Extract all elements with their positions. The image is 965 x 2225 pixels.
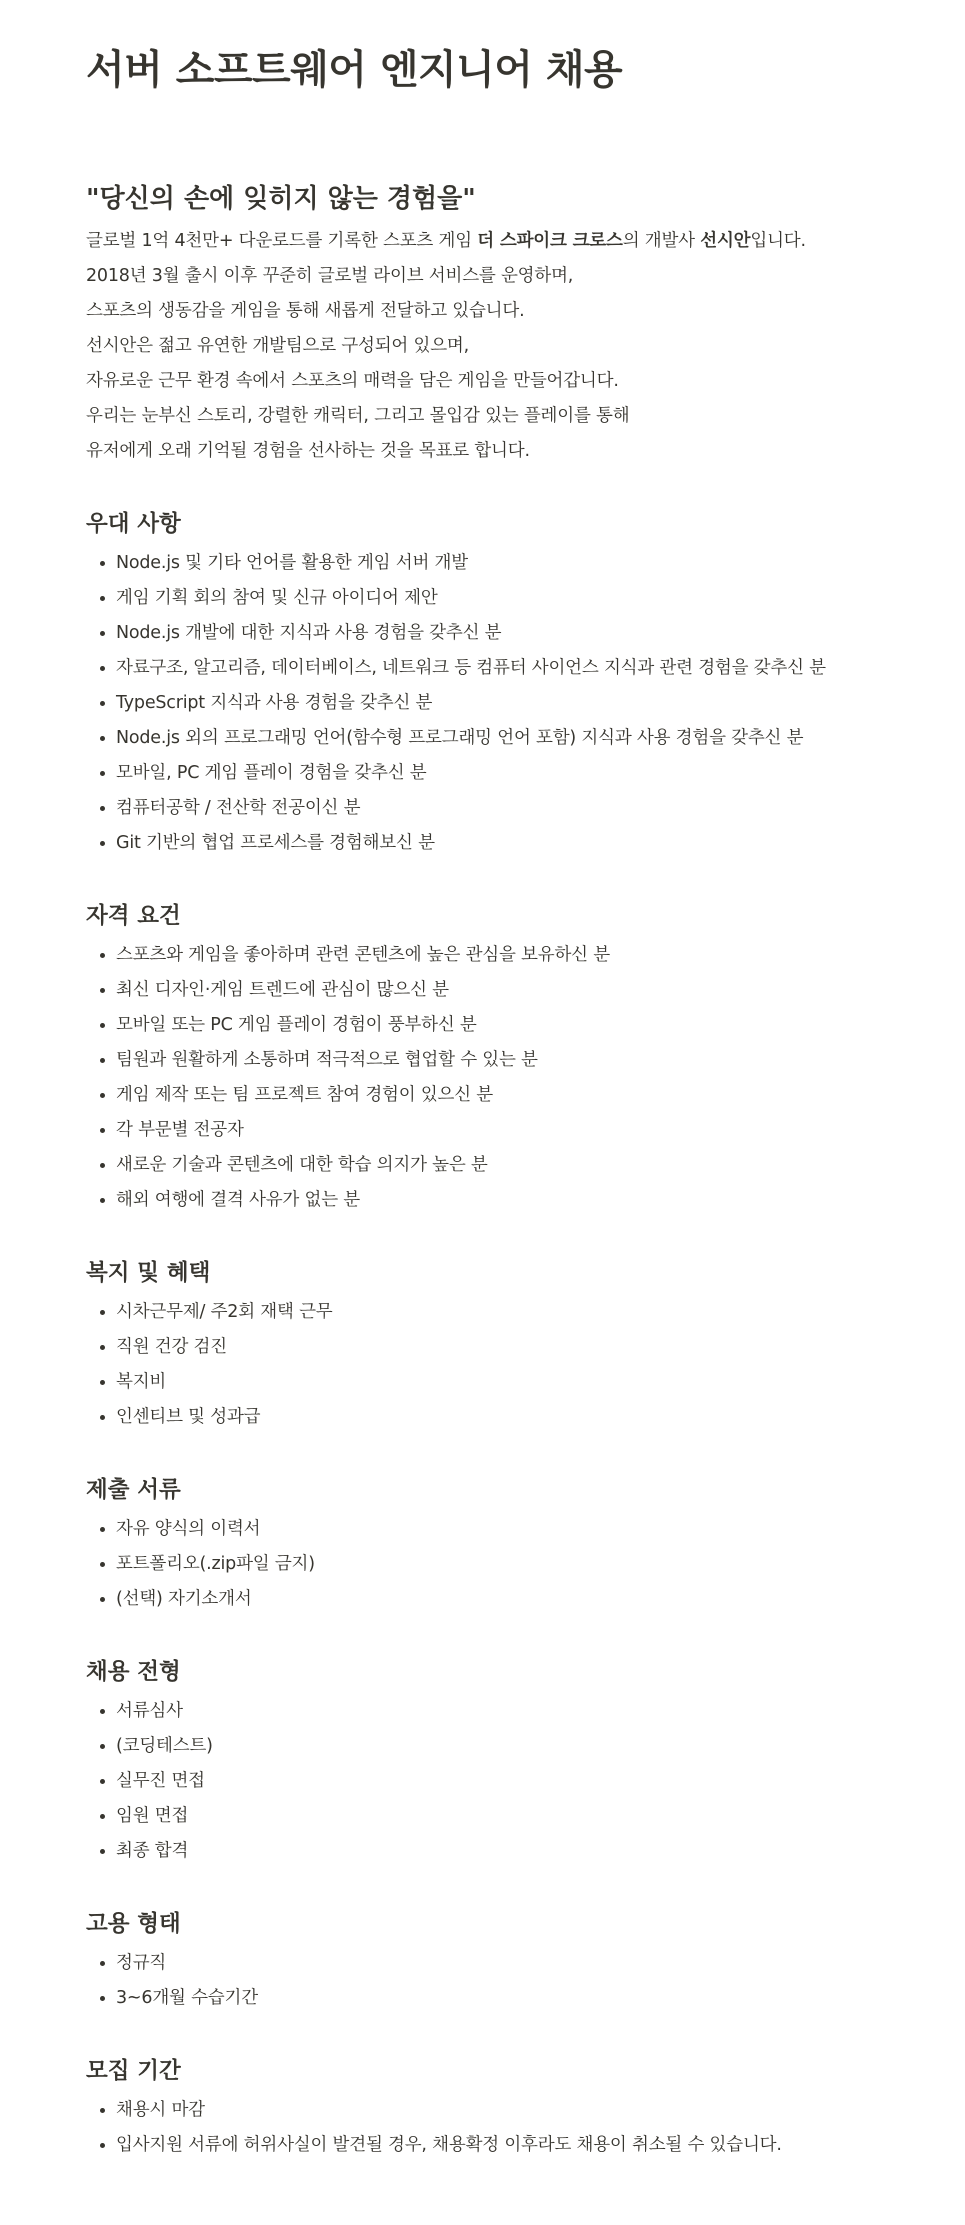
section-documents: [86, 1472, 879, 1617]
bullet-icon: [100, 1961, 105, 1966]
list-item-text: 해외 여행에 결격 사유가 없는 분: [116, 1190, 360, 1210]
bullet-icon: [100, 2143, 105, 2148]
intro-text: 글로벌 1억 4천만+ 다운로드를 기록한 스포츠 게임: [86, 231, 478, 251]
list-item: [86, 2128, 879, 2163]
list-item: [86, 1694, 879, 1729]
list-item-text: 3~6개월 수습기간: [116, 1988, 258, 2008]
list-item: [86, 756, 879, 791]
section-title: 복지 및 혜택: [86, 1260, 211, 1286]
bullet-icon: [100, 1198, 105, 1203]
bullet-icon: [100, 596, 105, 601]
bullet-icon: [100, 736, 105, 741]
list-item-text: (코딩테스트): [116, 1736, 213, 1756]
list-item-text: 복지비: [116, 1372, 167, 1392]
list-item: [86, 1729, 879, 1764]
list-item: [86, 2093, 879, 2128]
section-title: 우대 사항: [86, 511, 181, 537]
list-item-text: 최신 디자인·게임 트렌드에 관심이 많으신 분: [116, 980, 449, 1000]
intro-line: 유저에게 오래 기억될 경험을 선사하는 것을 목표로 합니다.: [86, 441, 530, 461]
section-process: [86, 1654, 879, 1869]
list-item: [86, 686, 879, 721]
section-title: 자격 요건: [86, 903, 181, 929]
list-item-text: 자료구조, 알고리즘, 데이터베이스, 네트워크 등 컴퓨터 사이언스 지식과 관련 경험을 갖추신 분: [116, 658, 826, 678]
section-recruitment-period: [86, 2053, 879, 2163]
list-item-text: Node.js 개발에 대한 지식과 사용 경험을 갖추신 분: [116, 623, 502, 643]
bullet-icon: [100, 1814, 105, 1819]
bullet-icon: [100, 1345, 105, 1350]
list-item-text: 인센티브 및 성과급: [116, 1407, 261, 1427]
bullet-list: [86, 1295, 879, 1435]
list-item: [86, 938, 879, 973]
list-item: [86, 546, 879, 581]
list-item: [86, 791, 879, 826]
bullet-icon: [100, 1023, 105, 1028]
list-item: [86, 1512, 879, 1547]
intro-line: [86, 224, 879, 259]
list-item-text: 팀원과 원활하게 소통하며 적극적으로 협업할 수 있는 분: [116, 1050, 538, 1070]
bullet-list: [86, 1694, 879, 1869]
page-title: 서버 소프트웨어 엔지니어 채용: [86, 47, 623, 93]
section-requirements: [86, 898, 879, 1218]
bullet-icon: [100, 806, 105, 811]
bullet-icon: [100, 1415, 105, 1420]
list-item: [86, 1834, 879, 1869]
intro-line: 우리는 눈부신 스토리, 강렬한 캐릭터, 그리고 몰입감 있는 플레이를 통해: [86, 406, 630, 426]
list-item-text: 서류심사: [116, 1701, 183, 1721]
list-item: [86, 1148, 879, 1183]
section-title: 채용 전형: [86, 1659, 181, 1685]
list-item-text: (선택) 자기소개서: [116, 1589, 252, 1609]
list-item-text: 시차근무제/ 주2회 재택 근무: [116, 1302, 333, 1322]
sections-container: [86, 506, 879, 2163]
list-item-text: Git 기반의 협업 프로세스를 경험해보신 분: [116, 833, 435, 853]
list-item-text: 최종 합격: [116, 1841, 189, 1861]
section-title: 모집 기간: [86, 2058, 181, 2084]
list-item: [86, 1365, 879, 1400]
section-benefits: [86, 1255, 879, 1435]
bullet-icon: [100, 1849, 105, 1854]
bullet-icon: [100, 771, 105, 776]
list-item-text: 게임 제작 또는 팀 프로젝트 참여 경험이 있으신 분: [116, 1085, 494, 1105]
list-item: [86, 616, 879, 651]
bullet-icon: [100, 1562, 105, 1567]
list-item-text: 실무진 면접: [116, 1771, 205, 1791]
bullet-icon: [100, 953, 105, 958]
section-employment-type: [86, 1906, 879, 2016]
bullet-icon: [100, 1996, 105, 2001]
bullet-icon: [100, 631, 105, 636]
bullet-list: [86, 1946, 879, 2016]
game-name: 더 스파이크 크로스: [477, 231, 623, 251]
list-item: [86, 651, 879, 686]
list-item: [86, 1043, 879, 1078]
section-title: 제출 서류: [86, 1477, 181, 1503]
bullet-icon: [100, 1779, 105, 1784]
section-title: 고용 형태: [86, 1911, 181, 1937]
bullet-icon: [100, 1597, 105, 1602]
list-item: [86, 721, 879, 756]
list-item-text: 자유 양식의 이력서: [116, 1519, 261, 1539]
bullet-list: [86, 938, 879, 1218]
list-item-text: 새로운 기술과 콘텐츠에 대한 학습 의지가 높은 분: [116, 1155, 488, 1175]
bullet-icon: [100, 561, 105, 566]
list-item-text: 포트폴리오(.zip파일 금지): [116, 1554, 315, 1574]
intro-block: [86, 180, 879, 469]
intro-text: 의 개발사: [622, 231, 701, 251]
list-item-text: Node.js 외의 프로그래밍 언어(함수형 프로그래밍 언어 포함) 지식과 사용 경험을 갖추신 분: [116, 728, 804, 748]
bullet-list: [86, 546, 879, 861]
bullet-list: [86, 1512, 879, 1617]
list-item: [86, 1764, 879, 1799]
list-item: [86, 581, 879, 616]
bullet-icon: [100, 1744, 105, 1749]
list-item: [86, 1799, 879, 1834]
list-item-text: 게임 기획 회의 참여 및 신규 아이디어 제안: [116, 588, 438, 608]
list-item: [86, 1330, 879, 1365]
bullet-icon: [100, 841, 105, 846]
bullet-icon: [100, 1163, 105, 1168]
intro-line: 선시안은 젊고 유연한 개발팀으로 구성되어 있으며,: [86, 336, 469, 356]
intro-text: 입니다.: [750, 231, 806, 251]
list-item: [86, 973, 879, 1008]
list-item-text: Node.js 및 기타 언어를 활용한 게임 서버 개발: [116, 553, 468, 573]
list-item-text: TypeScript 지식과 사용 경험을 갖추신 분: [116, 693, 433, 713]
bullet-icon: [100, 701, 105, 706]
list-item: [86, 1981, 879, 2016]
bullet-icon: [100, 1527, 105, 1532]
intro-line: 스포츠의 생동감을 게임을 통해 새롭게 전달하고 있습니다.: [86, 301, 525, 321]
list-item-text: 정규직: [116, 1953, 167, 1973]
list-item-text: 스포츠와 게임을 좋아하며 관련 콘텐츠에 높은 관심을 보유하신 분: [116, 945, 610, 965]
bullet-icon: [100, 1128, 105, 1133]
list-item-text: 컴퓨터공학 / 전산학 전공이신 분: [116, 798, 361, 818]
bullet-icon: [100, 1709, 105, 1714]
section-preferred: [86, 506, 879, 861]
bullet-icon: [100, 2108, 105, 2113]
list-item: [86, 1183, 879, 1218]
intro-line: 2018년 3월 출시 이후 꾸준히 글로벌 라이브 서비스를 운영하며,: [86, 266, 574, 286]
list-item-text: 입사지원 서류에 허위사실이 발견될 경우, 채용확정 이후라도 채용이 취소될 수 있습니다.: [116, 2135, 782, 2155]
bullet-icon: [100, 666, 105, 671]
list-item: [86, 1547, 879, 1582]
list-item-text: 임원 면접: [116, 1806, 189, 1826]
bullet-icon: [100, 1093, 105, 1098]
list-item: [86, 1946, 879, 1981]
bullet-icon: [100, 988, 105, 993]
intro-heading: "당신의 손에 잊히지 않는 경험을": [86, 184, 476, 214]
list-item: [86, 826, 879, 861]
list-item: [86, 1400, 879, 1435]
list-item: [86, 1008, 879, 1043]
list-item: [86, 1295, 879, 1330]
bullet-icon: [100, 1310, 105, 1315]
list-item: [86, 1078, 879, 1113]
list-item-text: 모바일, PC 게임 플레이 경험을 갖추신 분: [116, 763, 427, 783]
list-item: [86, 1113, 879, 1148]
bullet-icon: [100, 1380, 105, 1385]
bullet-icon: [100, 1058, 105, 1063]
bullet-list: [86, 2093, 879, 2163]
list-item: [86, 1582, 879, 1617]
list-item-text: 직원 건강 검진: [116, 1337, 227, 1357]
list-item-text: 채용시 마감: [116, 2100, 205, 2120]
company-name: 선시안: [700, 231, 751, 251]
list-item-text: 모바일 또는 PC 게임 플레이 경험이 풍부하신 분: [116, 1015, 477, 1035]
list-item-text: 각 부문별 전공자: [116, 1120, 244, 1140]
intro-line: 자유로운 근무 환경 속에서 스포츠의 매력을 담은 게임을 만들어갑니다.: [86, 371, 619, 391]
